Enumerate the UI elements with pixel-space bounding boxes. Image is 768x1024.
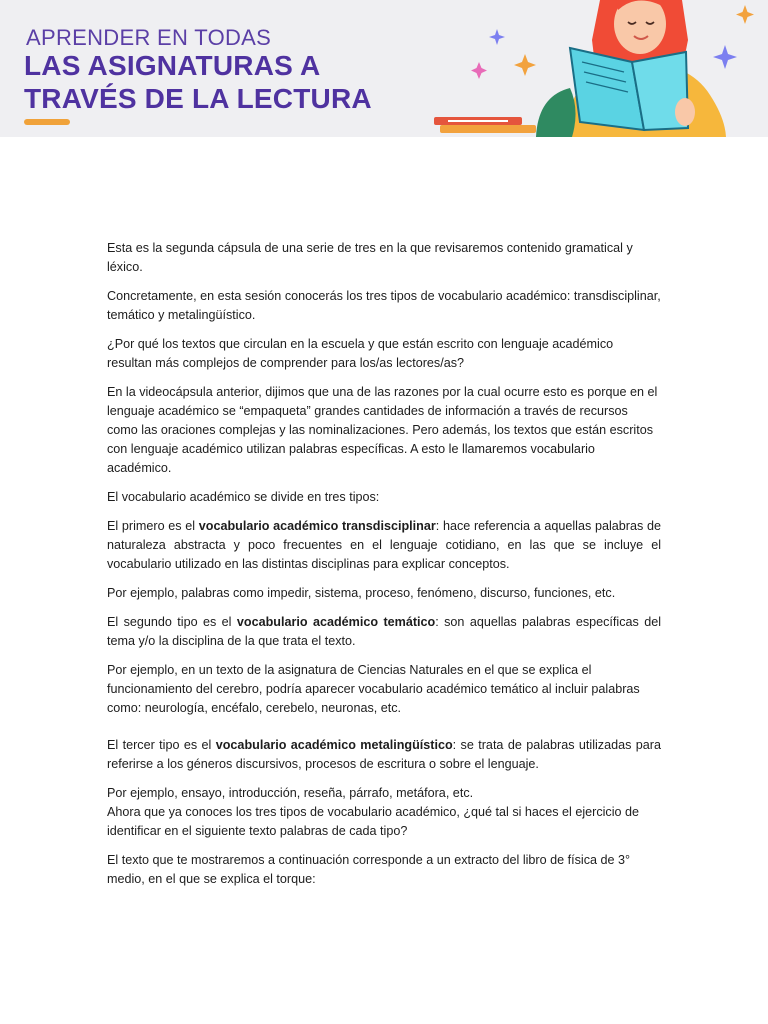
accent-bar bbox=[24, 119, 70, 125]
paragraph: El vocabulario académico se divide en tres tipos: bbox=[107, 490, 380, 504]
paragraph: Por ejemplo, palabras como impedir, sistema, proceso, fenómeno, discurso, funciones, etc. bbox=[107, 586, 616, 600]
header-title-line2: LAS ASIGNATURAS A bbox=[24, 50, 321, 81]
text-span: : son aquellas palabras específicas del tema y/o la disciplina de la que trata el texto. bbox=[107, 615, 662, 648]
text-span: : hace referencia a aquellas palabras de naturaleza abstracta y poco frecuentes en el lenguaje cotidiano, en las que se incluye el vocabulario utilizado en las distintas disciplinas para explicar conceptos. bbox=[107, 519, 661, 571]
text-span: : se trata de palabras utilizadas para referirse a los géneros discursivos, procesos de escritura o sobre el lenguaje. bbox=[107, 738, 662, 771]
header-title-line3: TRAVÉS DE LA LECTURA bbox=[24, 83, 372, 114]
header-title-line1: APRENDER EN TODAS bbox=[26, 25, 272, 50]
paragraph: Concretamente, en esta sesión conocerás los tres tipos de vocabulario académico: transdisciplinar, temático y metalingüístico. bbox=[107, 289, 661, 322]
paragraph bbox=[107, 613, 661, 651]
paragraph: ¿Por qué los textos que circulan en la escuela y que están escrito con lenguaje académico resultan más complejos de comprender para los/as lectores/as? bbox=[107, 337, 614, 370]
paragraph: Esta es la segunda cápsula de una serie de tres en la que revisaremos contenido gramatical y léxico. bbox=[107, 241, 633, 274]
text-span: El tercer tipo es el bbox=[107, 738, 216, 752]
sparkle-icon bbox=[736, 5, 754, 24]
term-transdisciplinar: vocabulario académico transdisciplinar bbox=[198, 519, 436, 533]
sparkle-icon bbox=[713, 45, 737, 69]
paragraph: En la videocápsula anterior, dijimos que una de las razones por la cual ocurre esto es porque en el lenguaje académico se “empaqueta” grandes cantidades de información a través de recursos como las oraciones complejas y las nominalizaciones. Pero además, los textos que están escritos con lenguaje académico utilizan palabras específicas. A esto le llamaremos vocabulario académico. bbox=[107, 385, 658, 475]
paragraph: Por ejemplo, ensayo, introducción, reseña, párrafo, metáfora, etc. bbox=[107, 786, 474, 800]
document-body bbox=[107, 239, 661, 899]
reading-girl-illustration bbox=[420, 0, 768, 137]
text-span: El segundo tipo es el bbox=[107, 615, 237, 629]
sparkle-icon bbox=[489, 29, 505, 45]
paragraph bbox=[107, 517, 661, 574]
term-metalinguistico: vocabulario académico metalingüístico bbox=[215, 738, 453, 752]
paragraph: El texto que te mostraremos a continuación corresponde a un extracto del libro de física de 3° medio, en el que se explica el torque: bbox=[107, 853, 631, 886]
header-banner bbox=[0, 0, 768, 137]
paragraph: Ahora que ya conoces los tres tipos de vocabulario académico, ¿qué tal si haces el ejercicio de identificar en el siguiente texto palabras de cada tipo? bbox=[107, 805, 640, 838]
term-tematico: vocabulario académico temático bbox=[236, 615, 436, 629]
paragraph: Por ejemplo, en un texto de la asignatura de Ciencias Naturales en el que se explica el funcionamiento del cerebro, podría aparecer vocabulario académico temático al incluir palabras como: neurología, encéfalo, cerebelo, neuronas, etc. bbox=[107, 663, 640, 715]
sparkle-icon bbox=[471, 62, 487, 79]
sparkle-icon bbox=[514, 54, 536, 76]
text-span: El primero es el bbox=[107, 519, 199, 533]
paragraph bbox=[107, 736, 661, 774]
